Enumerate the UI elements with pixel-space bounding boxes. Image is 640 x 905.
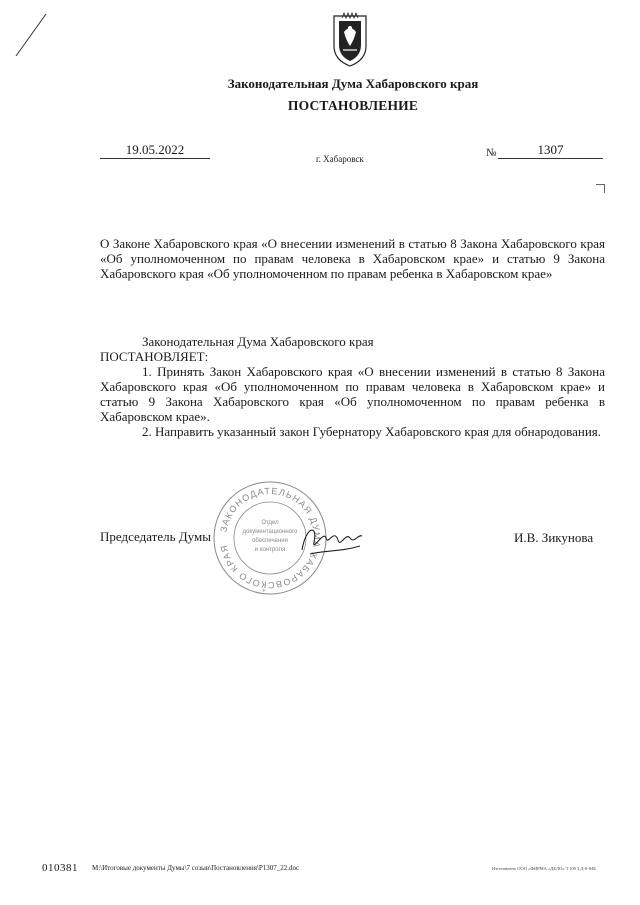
- pen-mark-icon: [14, 12, 54, 58]
- signer-name: И.В. Зикунова: [514, 530, 594, 545]
- item-1: 1. Принять Закон Хабаровского края «О внесении изменений в статью 8 Закона Хабаровского края «Об уполномоченном по правам человека в Хабаровском крае» и статью 9 Закона Хабаровского края «Об уполномоченном по правам ребенка в Хабаровском крае».: [100, 364, 605, 424]
- document-date: 19.05.2022: [100, 142, 210, 159]
- document-type: ПОСТАНОВЛЕНИЕ: [287, 98, 419, 113]
- svg-text:и контроля: и контроля: [254, 547, 286, 553]
- opening-line: Законодательная Дума Хабаровского края: [142, 334, 374, 349]
- organization-title: Законодательная Дума Хабаровского края: [227, 76, 479, 91]
- corner-mark: [596, 184, 605, 193]
- resolves-line: ПОСТАНОВЛЯЕТ:: [100, 349, 209, 364]
- document-body: [100, 334, 605, 439]
- emblem-icon: [330, 12, 370, 68]
- footer-file-path: M:\Итоговые документы Думы\7 созыв\Постановления\P1307_22.doc: [92, 864, 300, 872]
- footer-code: 010381: [42, 862, 78, 874]
- signer-title: Председатель Думы: [100, 529, 211, 544]
- document-city: г. Хабаровск: [316, 154, 364, 164]
- svg-text:*: *: [262, 588, 266, 596]
- svg-text:обеспечения: обеспечения: [252, 538, 288, 544]
- svg-text:Отдел: Отдел: [261, 520, 279, 526]
- svg-text:документационного: документационного: [242, 529, 298, 535]
- number-sign: №: [486, 147, 497, 159]
- footer-print-note: Изготовлено ООО «ФИРМА «ДЕЛО» Т.100 З.Д-0-84Б: [492, 866, 596, 871]
- svg-text:ЗАКОНОДАТЕЛЬНАЯ ДУМА ХАБАРОВСК: ЗАКОНОДАТЕЛЬНАЯ ДУМА ХАБАРОВСКОГО КРАЯ: [218, 485, 323, 591]
- handwritten-signature: [296, 520, 368, 560]
- item-2: 2. Направить указанный закон Губернатору Хабаровского края для обнародования.: [142, 424, 602, 439]
- document-number: 1307: [498, 142, 603, 159]
- document-subject: О Законе Хабаровского края «О внесении изменений в статью 8 Закона Хабаровского края «Об уполномоченном по правам человека в Хабаровском крае» и статью 9 Закона Хабаровского края «Об уполномоченном по правам ребенка в Хабаровском крае»: [100, 236, 605, 281]
